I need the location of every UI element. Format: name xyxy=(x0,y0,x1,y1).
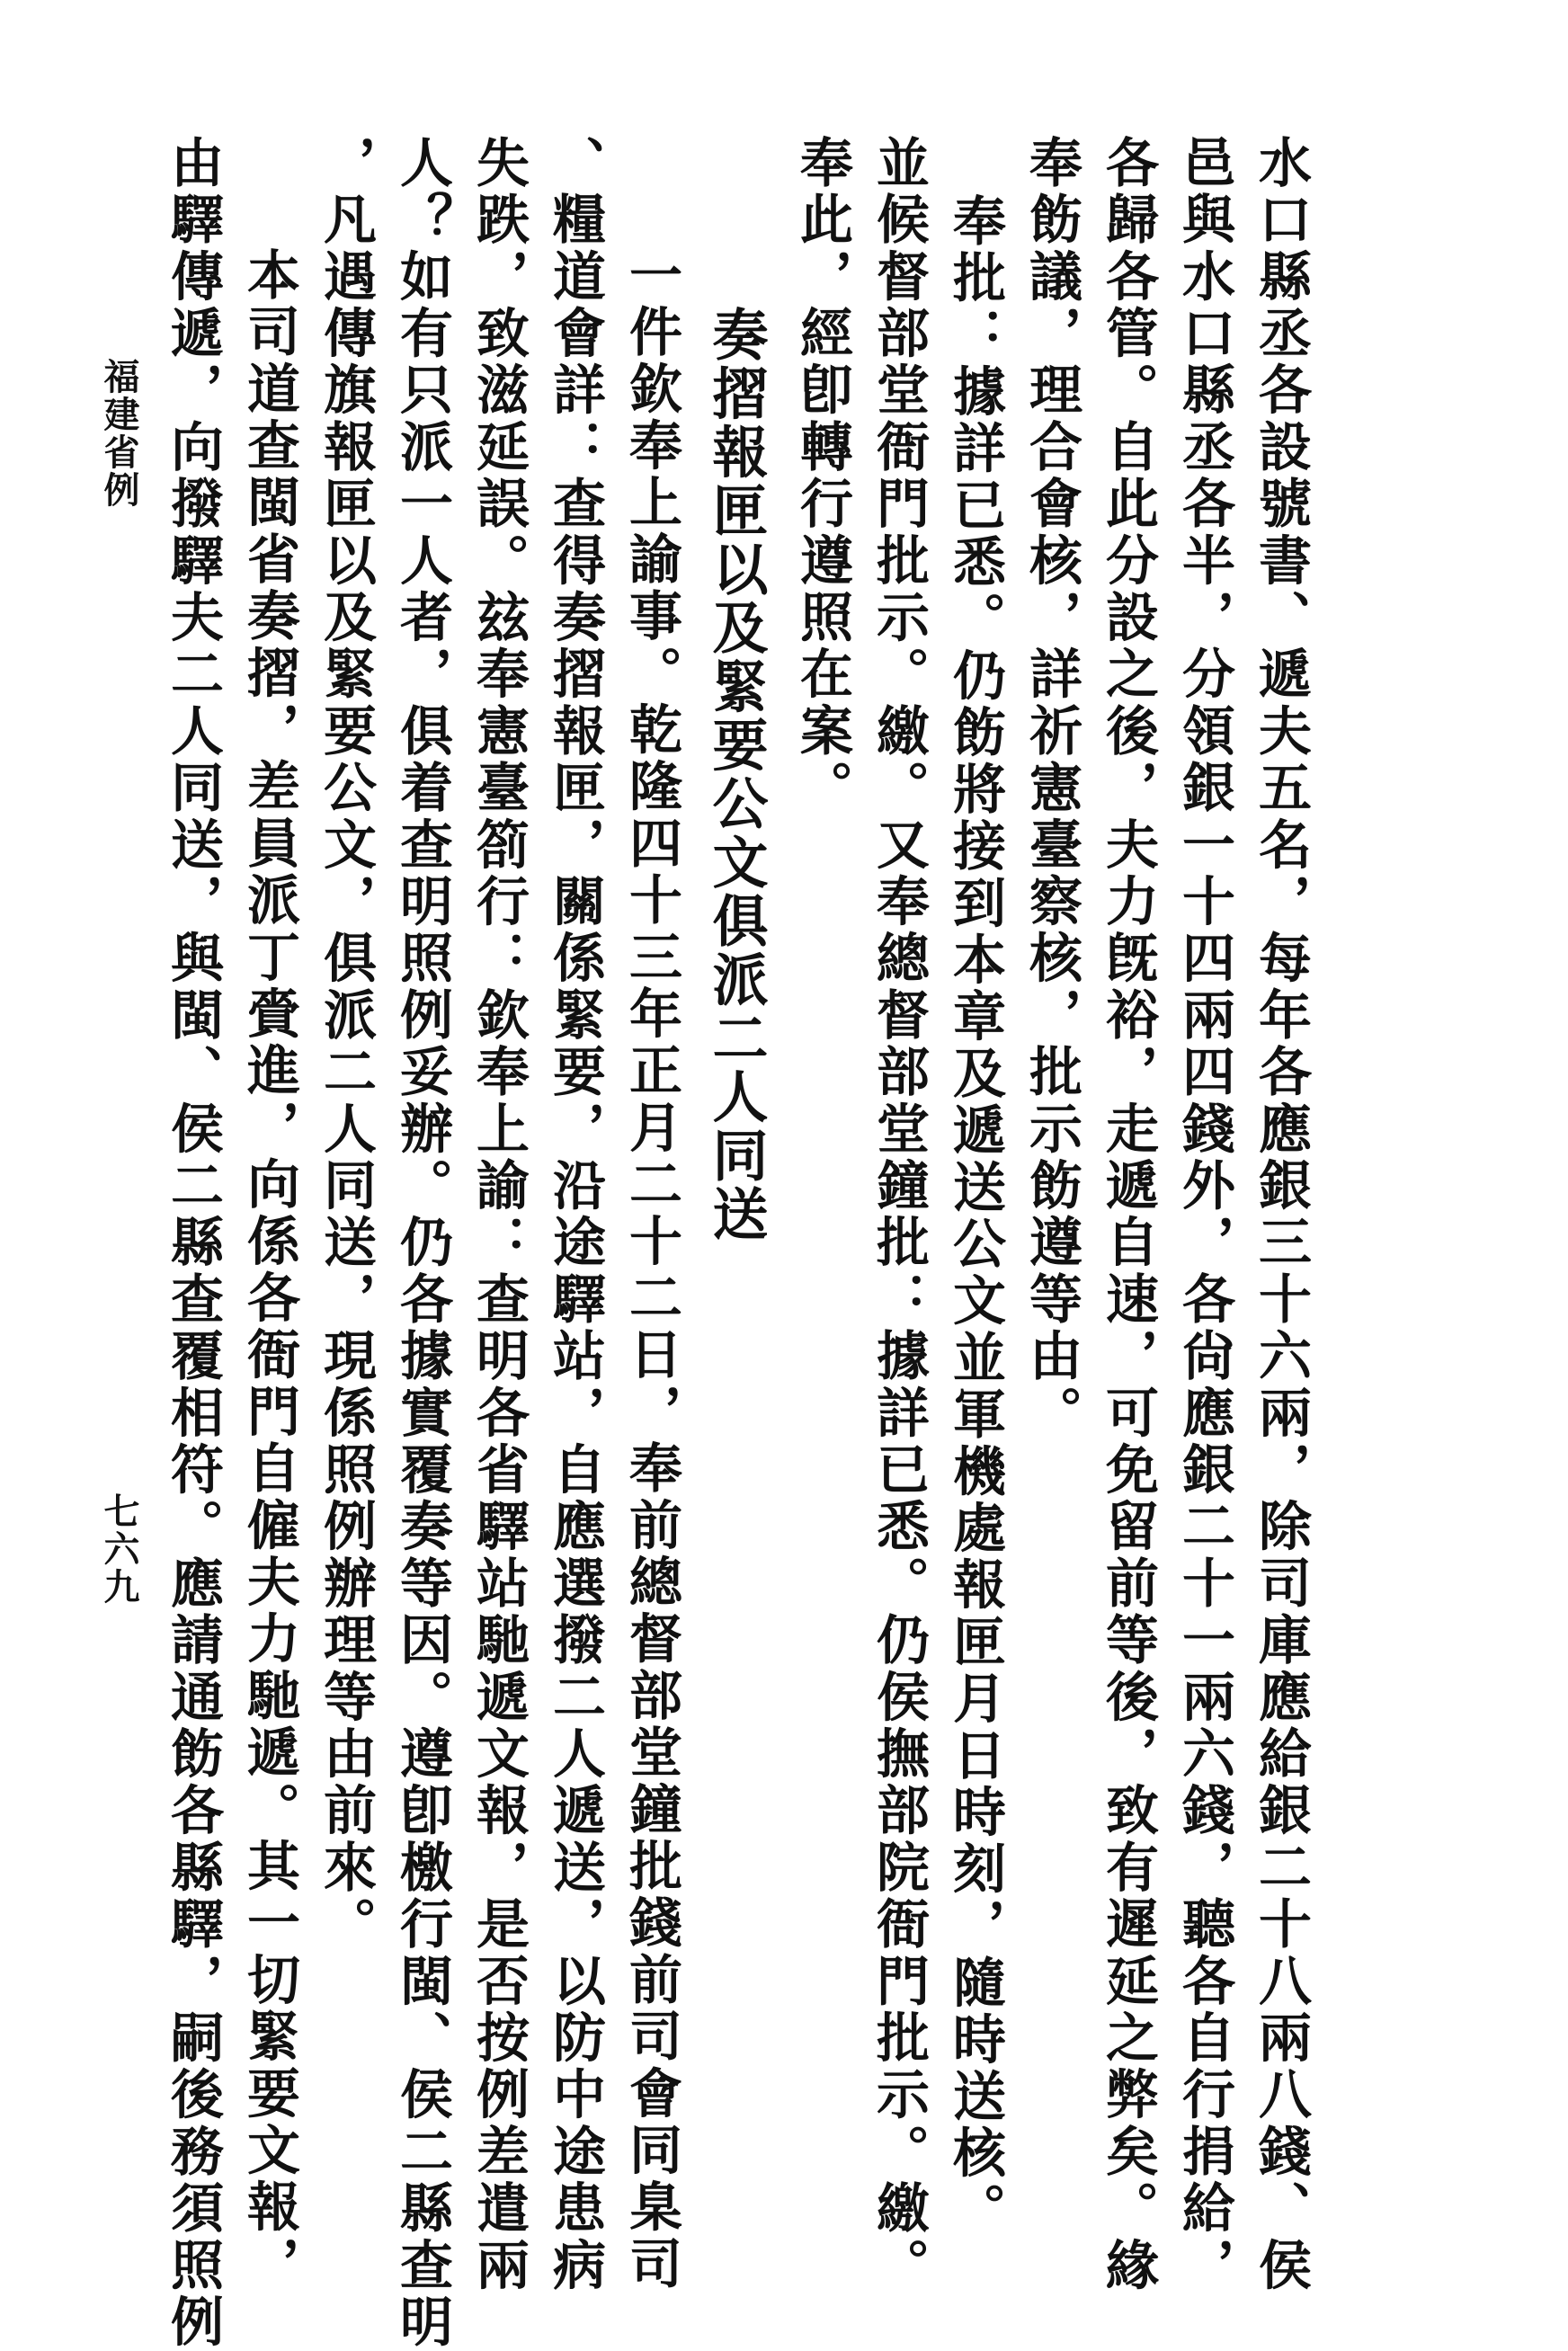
text-column-4: 奉飭議，理合會核，詳祈憲臺察核，批示飭遵等由。 xyxy=(1020,135,1082,1442)
text-column-8: 一件欽奉上諭事。乾隆四十三年正月二十二日，奉前總督部堂鐘批錢前司會同臬司 xyxy=(620,247,682,2293)
text-column-11: 人？如有只派一人者，俱着查明照例妥辦。仍各據實覆奏等因。遵卽檄行閩、侯二縣查明 xyxy=(391,135,453,2351)
text-column-12: ，凡遇傳旗報匣以及緊要公文，俱派二人同送，現係照例辦理等由前來。 xyxy=(315,135,377,1954)
text-column-9: 、糧道會詳：查得奏摺報匣，關係緊要，沿途驛站，自應選撥二人遞送，以防中途患病 xyxy=(544,135,606,2294)
text-column-3: 各歸各管。自此分設之後，夫力旣裕，走遞自速，可免留前等後，致有遲延之弊矣。緣 xyxy=(1097,135,1159,2294)
text-column-2: 邑與水口縣丞各半，分領銀一十四兩四錢外，各尙應銀二十一兩六錢，聽各自行捐給， xyxy=(1173,135,1235,2294)
text-column-14: 由驛傳遞，向撥驛夫二人同送，與閩、侯二縣查覆相符。應請通飭各縣驛，嗣後務須照例 xyxy=(162,135,224,2351)
text-column-5: 奉批：據詳已悉。仍飭將接到本章及遞送公文並軍機處報匣月日時刻，隨時送核。 xyxy=(944,193,1006,2240)
text-column-1: 水口縣丞各設號書、遞夫五名，每年各應銀三十六兩，除司庫應給銀二十八兩八錢、侯 xyxy=(1250,135,1312,2294)
text-column-7: 奉此，經卽轉行遵照在案。 xyxy=(791,135,853,817)
page-number: 七六九 xyxy=(98,1492,140,1606)
book-title: 福建省例 xyxy=(98,358,140,509)
text-column-6: 並候督部堂衙門批示。繳。又奉總督部堂鐘批：據詳已悉。仍侯撫部院衙門批示。繳。 xyxy=(868,135,930,2294)
section-title: 奏摺報匣以及緊要公文俱派二人同送 xyxy=(703,306,769,1244)
text-column-10: 失跌，致滋延誤。玆奉憲臺箚行：欽奉上諭：查明各省驛站馳遞文報，是否按例差遣兩 xyxy=(468,135,530,2294)
text-column-13: 本司道查閩省奏摺，差員派丁賫進，向係各衙門自僱夫力馳遞。其一切緊要文報， xyxy=(238,247,300,2293)
